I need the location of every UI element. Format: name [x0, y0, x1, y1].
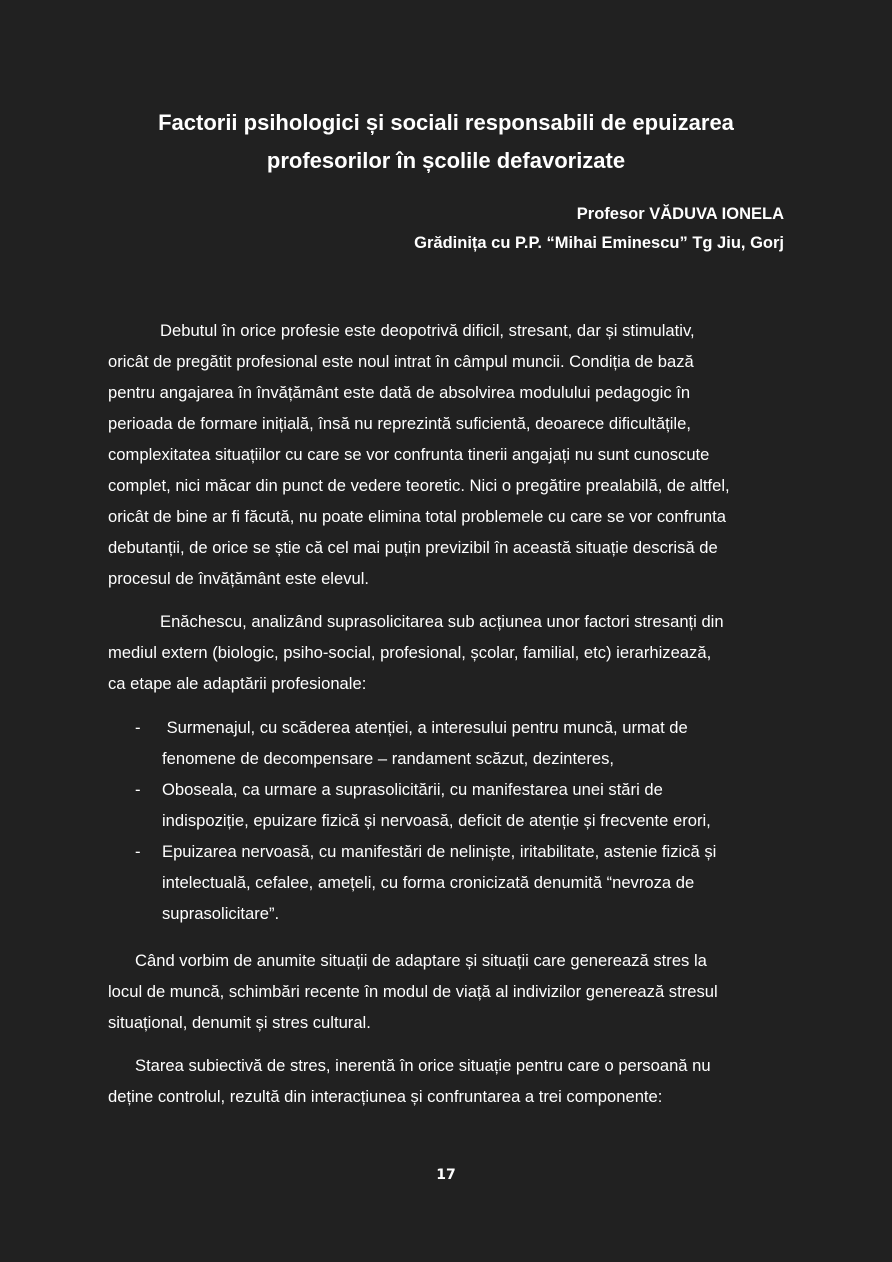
author-block [414, 200, 784, 258]
list-item [108, 712, 788, 774]
title-line: profesorilor în școlile defavorizate [266, 148, 626, 173]
title-line: Factorii psihologici și sociali responsabili de epuizarea [158, 110, 734, 135]
author-name: Profesor VĂDUVA IONELA [576, 205, 784, 223]
paragraph-1 [108, 315, 788, 594]
text-line: Când vorbim de anumite situații de adaptare și situații care generează stres la [135, 951, 707, 970]
dash-bullet: - [135, 780, 141, 799]
paragraph-4 [108, 1050, 788, 1112]
dash-bullet: - [135, 718, 141, 737]
stages-list [108, 712, 788, 929]
dash-bullet: - [135, 842, 141, 861]
list-item-text: fenomene de decompensare – randament scăzut, dezinteres, [162, 749, 614, 768]
list-item-text: Oboseala, ca urmare a suprasolicitării, cu manifestarea unei stări de [162, 780, 663, 799]
text-line: oricât de bine ar fi făcută, nu poate elimina total problemele cu care se vor confrunta [108, 507, 727, 526]
text-line: procesul de învățământ este elevul. [108, 569, 370, 588]
page-number: 17 [436, 1167, 456, 1183]
list-item [108, 836, 788, 929]
document-title [0, 104, 892, 180]
list-item-text: Epuizarea nervoasă, cu manifestări de neliniște, iritabilitate, astenie fizică și [162, 842, 717, 861]
text-line: perioada de formare inițială, însă nu reprezintă suficientă, deoarece dificultățile, [108, 414, 691, 433]
text-line: Debutul în orice profesie este deopotrivă dificil, stresant, dar și stimulativ, [160, 321, 695, 340]
list-item [108, 774, 788, 836]
list-item-text: indispoziție, epuizare fizică și nervoasă, deficit de atenție și frecvente erori, [162, 811, 711, 830]
text-line: locul de muncă, schimbări recente în modul de viață al indivizilor generează stresul [108, 982, 718, 1001]
text-line: oricât de pregătit profesional este noul intrat în câmpul muncii. Condiția de bază [108, 352, 694, 371]
text-line: deține controlul, rezultă din interacțiunea și confruntarea a trei componente: [108, 1087, 663, 1106]
paragraph-3 [108, 945, 788, 1038]
text-line: Enăchescu, analizând suprasolicitarea sub acțiunea unor factori stresanți din [160, 612, 724, 631]
text-line: complexitatea situațiilor cu care se vor confrunta tinerii angajați nu sunt cunoscute [108, 445, 710, 464]
text-line: pentru angajarea în învățământ este dată de absolvirea modulului pedagogic în [108, 383, 691, 402]
text-line: ca etape ale adaptării profesionale: [108, 674, 367, 693]
text-line: complet, nici măcar din punct de vedere teoretic. Nici o pregătire prealabilă, de altfel, [108, 476, 730, 495]
list-item-text: suprasolicitare”. [162, 904, 280, 923]
paragraph-2 [108, 606, 788, 699]
text-line: situațional, denumit și stres cultural. [108, 1013, 371, 1032]
text-line: mediul extern (biologic, psiho-social, profesional, școlar, familial, etc) ierarhizează, [108, 643, 712, 662]
list-item-text: intelectuală, cefalee, amețeli, cu forma cronicizată denumită “nevroza de [162, 873, 695, 892]
author-institution: Grădinița cu P.P. “Mihai Eminescu” Tg Jiu, Gorj [414, 234, 784, 252]
list-item-text: Surmenajul, cu scăderea atenției, a interesului pentru muncă, urmat de [162, 718, 688, 737]
text-line: Starea subiectivă de stres, inerentă în orice situație pentru care o persoană nu [135, 1056, 711, 1075]
text-line: debutanții, de orice se știe că cel mai puțin previzibil în această situație descrisă de [108, 538, 718, 557]
